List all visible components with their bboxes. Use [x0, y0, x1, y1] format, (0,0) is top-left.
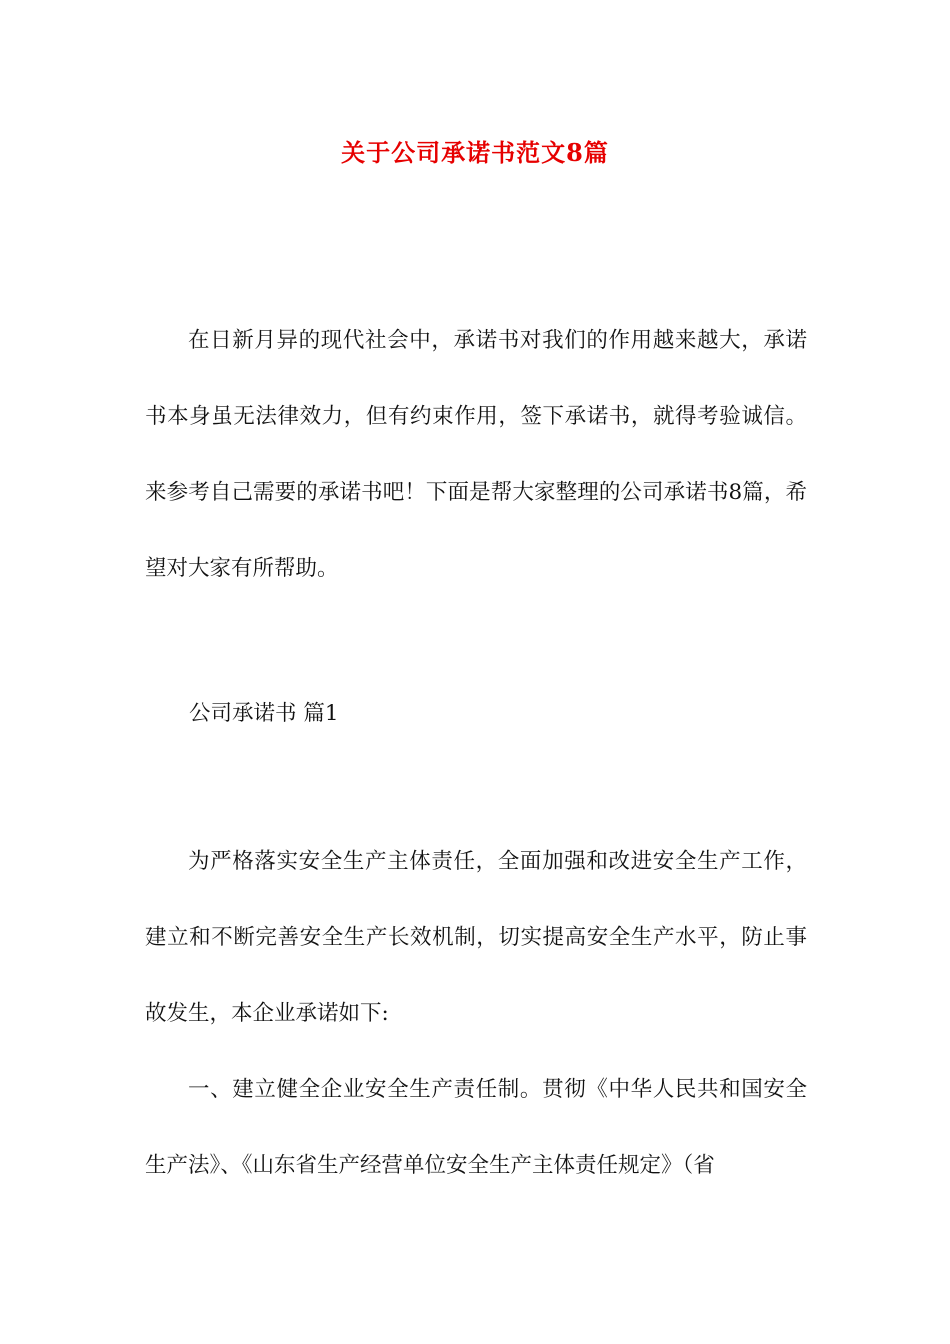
section-heading: 公司承诺书 篇1: [189, 701, 339, 726]
body-paragraph-1: 为严格落实安全生产主体责任，全面加强和改进安全生产工作，建立和不断完善安全生产长效机制，切实提高安全生产水平，防止事故发生，本企业承诺如下:: [145, 849, 807, 1026]
body-paragraph-2: 一、建立健全企业安全生产责任制。贯彻《中华人民共和国安全生产法》、《山东省生产经营单位安全生产主体责任规定》（省: [145, 1077, 807, 1178]
intro-paragraph: 在日新月异的现代社会中，承诺书对我们的作用越来越大，承诺书本身虽无法律效力，但有约束作用，签下承诺书，就得考验诚信。来参考自己需要的承诺书吧！下面是帮大家整理的公司承诺书8篇，希望对大家有所帮助。: [145, 328, 807, 581]
document-title: 关于公司承诺书范文8篇: [341, 138, 609, 167]
